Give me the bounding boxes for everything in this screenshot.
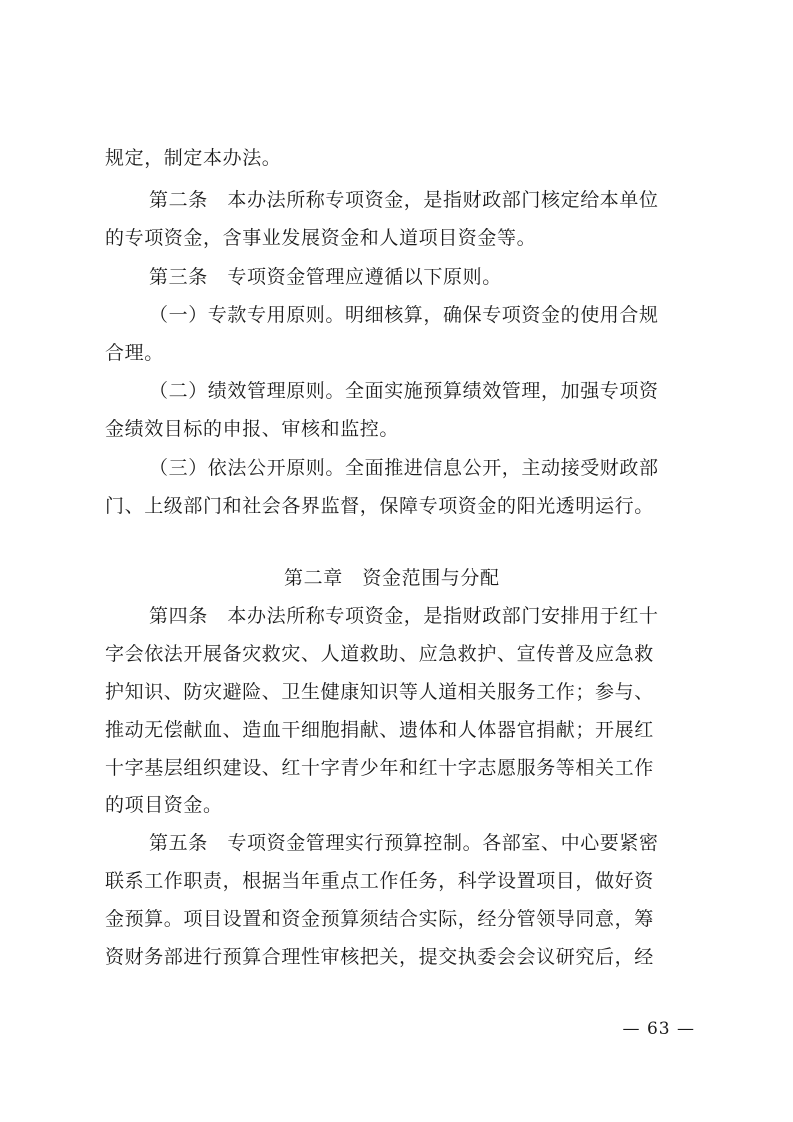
text-line: 规定，制定本办法。 (105, 147, 282, 169)
text-line: 门、上级部门和社会各界监督，保障专项资金的阳光透明运行。 (105, 495, 654, 517)
chapter-heading: 第二章 资金范围与分配 (284, 567, 500, 589)
text-line: 金绩效目标的申报、审核和监控。 (105, 418, 400, 440)
principle-2-line: （二）绩效管理原则。全面实施预算绩效管理，加强专项资 (149, 380, 659, 402)
article-2-line: 第二条 本办法所称专项资金，是指财政部门核定给本单位 (149, 189, 659, 211)
text-line: 十字基层组织建设、红十字青少年和红十字志愿服务等相关工作 (105, 757, 654, 779)
text-line: 推动无偿献血、造血干细胞捐献、遗体和人体器官捐献；开展红 (105, 719, 654, 741)
text-line: 资财务部进行预算合理性审核把关，提交执委会会议研究后，经 (105, 946, 654, 968)
text-line: 护知识、防灾避险、卫生健康知识等人道相关服务工作；参与、 (105, 681, 654, 703)
article-5-line: 第五条 专项资金管理实行预算控制。各部室、中心要紧密 (149, 832, 659, 854)
text-line: 金预算。项目设置和资金预算须结合实际，经分管领导同意，筹 (105, 908, 654, 930)
principle-1-line: （一）专款专用原则。明细核算，确保专项资金的使用合规 (149, 304, 659, 326)
article-3-line: 第三条 专项资金管理应遵循以下原则。 (149, 266, 502, 288)
principle-3-line: （三）依法公开原则。全面推进信息公开，主动接受财政部 (149, 457, 659, 479)
text-line: 的专项资金，含事业发展资金和人道项目资金等。 (105, 227, 537, 249)
text-line: 字会依法开展备灾救灾、人道救助、应急救护、宣传普及应急救 (105, 643, 654, 665)
text-line: 联系工作职责，根据当年重点工作任务，科学设置项目，做好资 (105, 870, 654, 892)
text-line: 合理。 (105, 342, 164, 364)
text-line: 的项目资金。 (105, 794, 223, 816)
article-4-line: 第四条 本办法所称专项资金，是指财政部门安排用于红十 (149, 605, 659, 627)
page-number: — 63 — (622, 1019, 695, 1039)
